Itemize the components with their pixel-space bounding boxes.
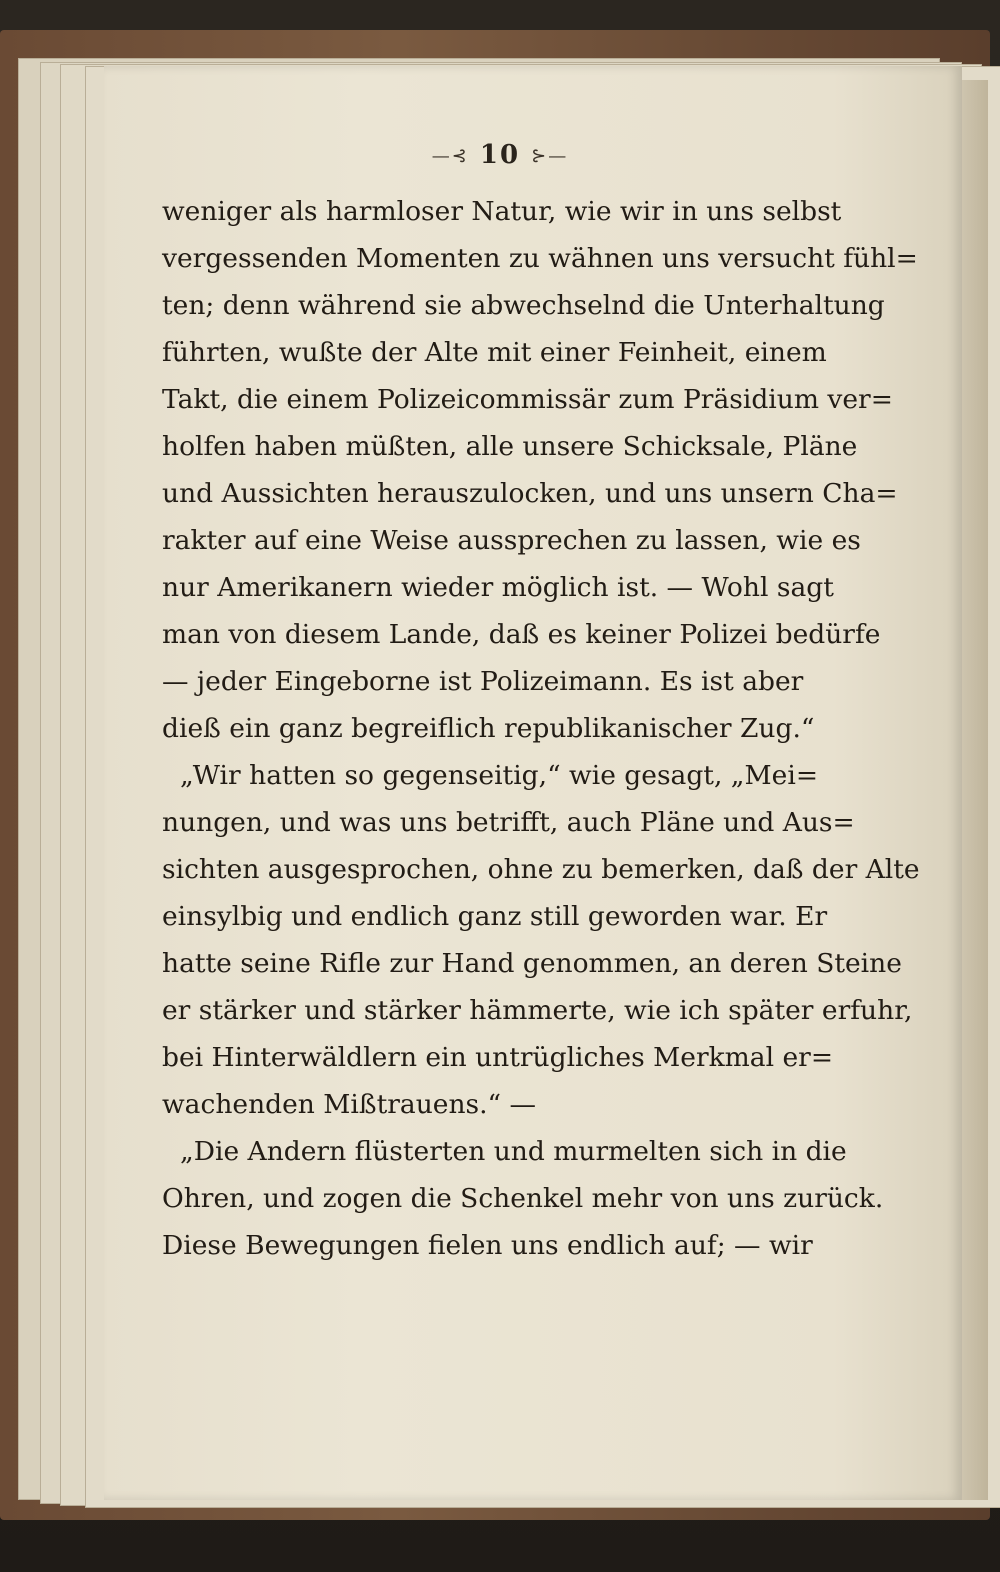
text-line: vergessenden Momenten zu wähnen uns versucht fühl= xyxy=(162,243,918,274)
text-line: Diese Bewegungen fielen uns endlich auf; — wir xyxy=(162,1230,813,1261)
body-text xyxy=(162,188,920,1269)
text-line: wachenden Mißtrauens.“ — xyxy=(162,1089,537,1120)
text-line: rakter auf eine Weise aussprechen zu lassen, wie es xyxy=(162,525,861,556)
text-line: einsylbig und endlich ganz still geworden war. Er xyxy=(162,901,828,932)
facing-page-edge xyxy=(960,80,988,1500)
page-header xyxy=(0,140,1000,170)
text-line: führten, wußte der Alte mit einer Feinheit, einem xyxy=(162,337,827,368)
text-line: ten; denn während sie abwechselnd die Unterhaltung xyxy=(162,290,885,321)
text-line: bei Hinterwäldlern ein untrügliches Merkmal er= xyxy=(162,1042,834,1073)
text-line: nungen, und was uns betrifft, auch Pläne und Aus= xyxy=(162,807,855,838)
page-number: 10 xyxy=(479,140,521,170)
text-line: hatte seine Rifle zur Hand genommen, an deren Steine xyxy=(162,948,902,979)
ornament-left: —⊰ xyxy=(431,145,469,167)
text-line: und Aussichten herauszulocken, und uns unsern Cha= xyxy=(162,478,898,509)
text-line: sichten ausgesprochen, ohne zu bemerken, daß der Alte xyxy=(162,854,920,885)
text-line: nur Amerikanern wieder möglich ist. — Wohl sagt xyxy=(162,572,834,603)
text-line: man von diesem Lande, daß es keiner Polizei bedürfe xyxy=(162,619,881,650)
text-line: Takt, die einem Polizeicommissär zum Präsidium ver= xyxy=(162,384,893,415)
text-line: dieß ein ganz begreiflich republikanischer Zug.“ xyxy=(162,713,815,744)
ornament-right: ⊱— xyxy=(531,145,569,167)
text-line: — jeder Eingeborne ist Polizeimann. Es ist aber xyxy=(162,666,804,697)
text-line: weniger als harmloser Natur, wie wir in uns selbst xyxy=(162,196,842,227)
text-line: holfen haben müßten, alle unsere Schicksale, Pläne xyxy=(162,431,858,462)
text-line: „Die Andern flüsterten und murmelten sich in die xyxy=(180,1136,847,1167)
text-line: Ohren, und zogen die Schenkel mehr von uns zurück. xyxy=(162,1183,884,1214)
text-line: „Wir hatten so gegenseitig,“ wie gesagt, „Mei= xyxy=(180,760,819,791)
text-line: er stärker und stärker hämmerte, wie ich später erfuhr, xyxy=(162,995,913,1026)
